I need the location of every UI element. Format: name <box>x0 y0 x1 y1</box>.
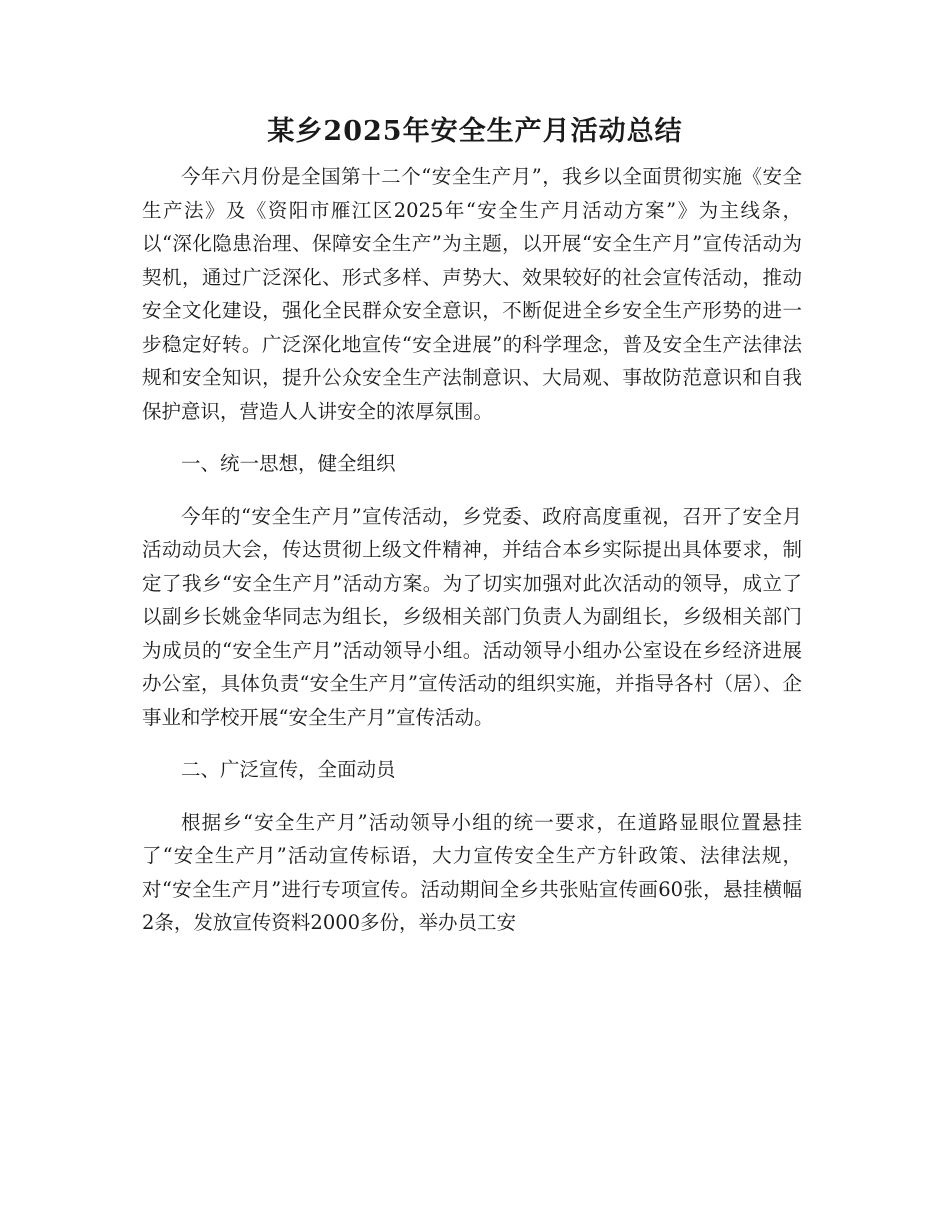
paragraph-gap <box>142 481 802 500</box>
section-2-paragraph: 根据乡“安全生产月”活动领导小组的统一要求，在道路显眼位置悬挂了“安全生产月”活动宣传标语，大力宣传安全生产方针政策、法律法规，对“安全生产月”进行专项宣传。活动期间全乡共张贴宣传画60张，悬挂横幅2条，发放宣传资料2000多份，举办员工安 <box>142 810 802 934</box>
section-1-paragraph: 今年的“安全生产月”宣传活动，乡党委、政府高度重视，召开了安全月活动动员大会，传达贯彻上级文件精神，并结合本乡实际提出具体要求，制定了我乡“安全生产月”活动方案。为了切实加强对此次活动的领导，成立了以副乡长姚金华同志为组长，乡级相关部门负责人为副组长，乡级相关部门为成员的“安全生产月”活动领导小组。活动领导小组办公室设在乡经济进展办公室，具体负责“安全生产月”宣传活动的组织实施，并指导各村（居）、企事业和学校开展“安全生产月”宣传活动。 <box>142 504 802 729</box>
document-body <box>142 160 802 940</box>
document-title: 某乡2025年安全生产月活动总结 <box>267 116 683 147</box>
paragraph-gap <box>142 428 802 447</box>
intro-paragraph: 今年六月份是全国第十二个“安全生产月”，我乡以全面贯彻实施《安全生产法》及《资阳市雁江区2025年“安全生产月活动方案”》为主线条，以“深化隐患治理、保障安全生产”为主题，以开展“安全生产月”宣传活动为契机，通过广泛深化、形式多样、声势大、效果较好的社会宣传活动，推动安全文化建设，强化全民群众安全意识，不断促进全乡安全生产形势的进一步稳定好转。广泛深化地宣传“安全进展”的科学理念，普及安全生产法律法规和安全知识，提升公众安全生产法制意识、大局观、事故防范意识和自我保护意识，营造人人讲安全的浓厚氛围。 <box>142 165 802 423</box>
section-1-heading: 一、统一思想，健全组织 <box>181 452 396 475</box>
paragraph-gap <box>142 787 802 806</box>
paragraph-gap <box>142 734 802 753</box>
section-2-heading: 二、广泛宣传，全面动员 <box>181 758 396 781</box>
